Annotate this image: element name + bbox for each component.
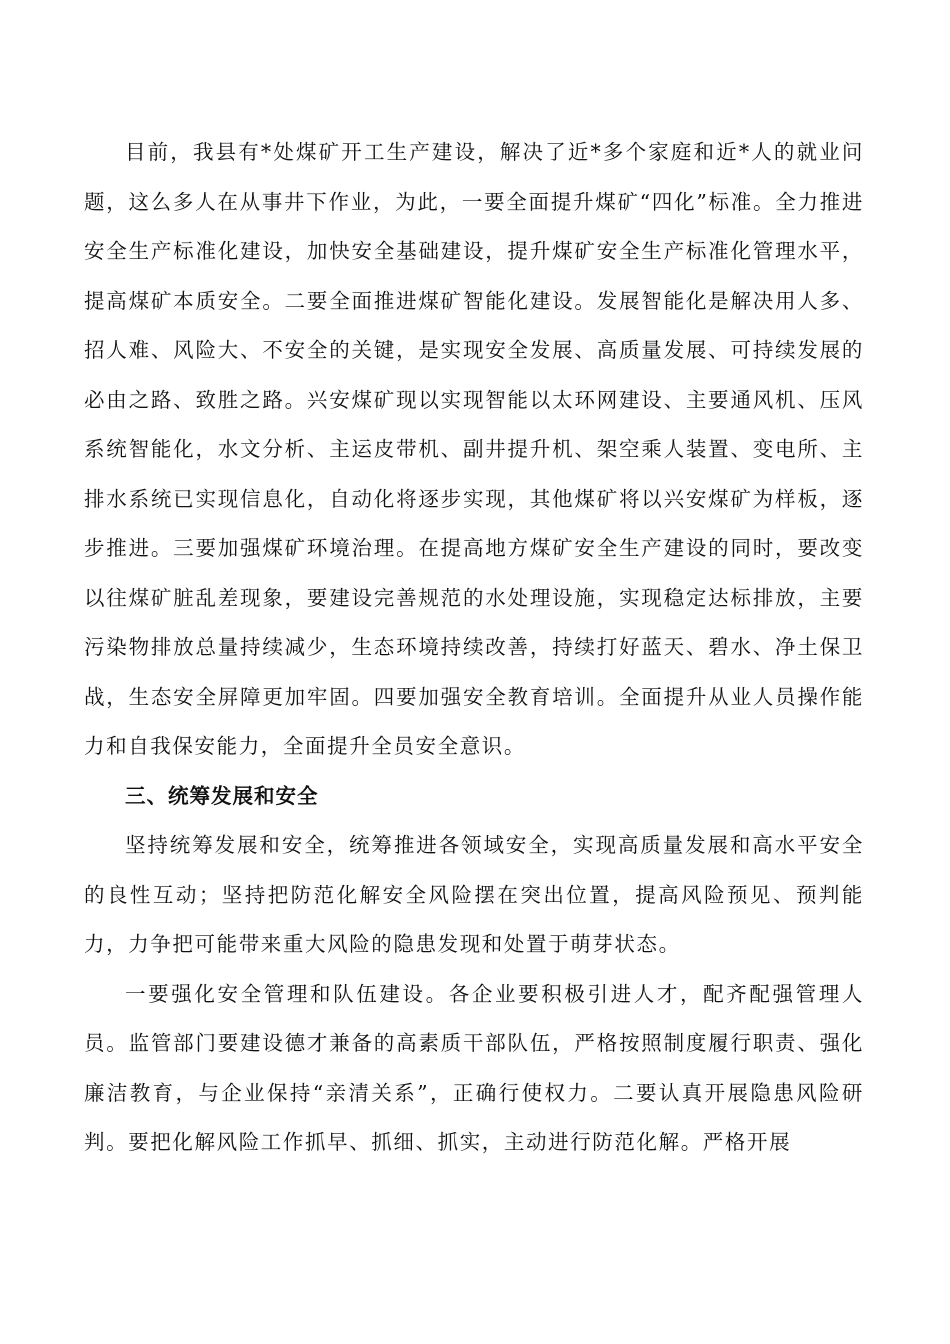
paragraph-coal-mine-safety: 目前，我县有*处煤矿开工生产建设，解决了近*多个家庭和近*人的就业问题，这么多人在从事井下作业，为此，一要全面提升煤矿“四化”标准。全力推进安全生产标准化建设，加快安全基础建设，提升煤矿安全生产标准化管理水平，提高煤矿本质安全。二要全面推进煤矿智能化建设。发展智能化是解决用人多、招人难、风险大、不安全的关键，是实现安全发展、高质量发展、可持续发展的必由之路、致胜之路。兴安煤矿现以实现智能以太环网建设、主要通风机、压风系统智能化，水文分析、主运皮带机、副井提升机、架空乘人装置、变电所、主排水系统已实现信息化，自动化将逐步实现，其他煤矿将以兴安煤矿为样板，逐步推进。三要加强煤矿环境治理。在提高地方煤矿安全生产建设的同时，要改变以往煤矿脏乱差现象，要建设完善规范的水处理设施，实现稳定达标排放，主要污染物排放总量持续减少，生态环境持续改善，持续打好蓝天、碧水、净土保卫战，生态安全屏障更加牢固。四要加强安全教育培训。全面提升从业人员操作能力和自我保安能力，全面提升全员安全意识。 (84, 140, 864, 758)
paragraph-management-and-risk: 一要强化安全管理和队伍建设。各企业要积极引进人才，配齐配强管理人员。监管部门要建设德才兼备的高素质干部队伍，严格按照制度履行职责、强化廉洁教育，与企业保持“亲清关系”，正确行使权力。二要认真开展隐患风险研判。要把化解风险工作抓早、抓细、抓实，主动进行防范化解。严格开展 (84, 981, 864, 1154)
section-heading: 三、统筹发展和安全 (125, 783, 319, 808)
paragraph-development-and-security: 坚持统筹发展和安全，统筹推进各领域安全，实现高质量发展和高水平安全的良性互动；坚持把防范化解安全风险摆在突出位置，提高风险预见、预判能力，力争把可能带来重大风险的隐患发现和处置于萌芽状态。 (84, 833, 864, 956)
document-body (84, 128, 864, 1168)
